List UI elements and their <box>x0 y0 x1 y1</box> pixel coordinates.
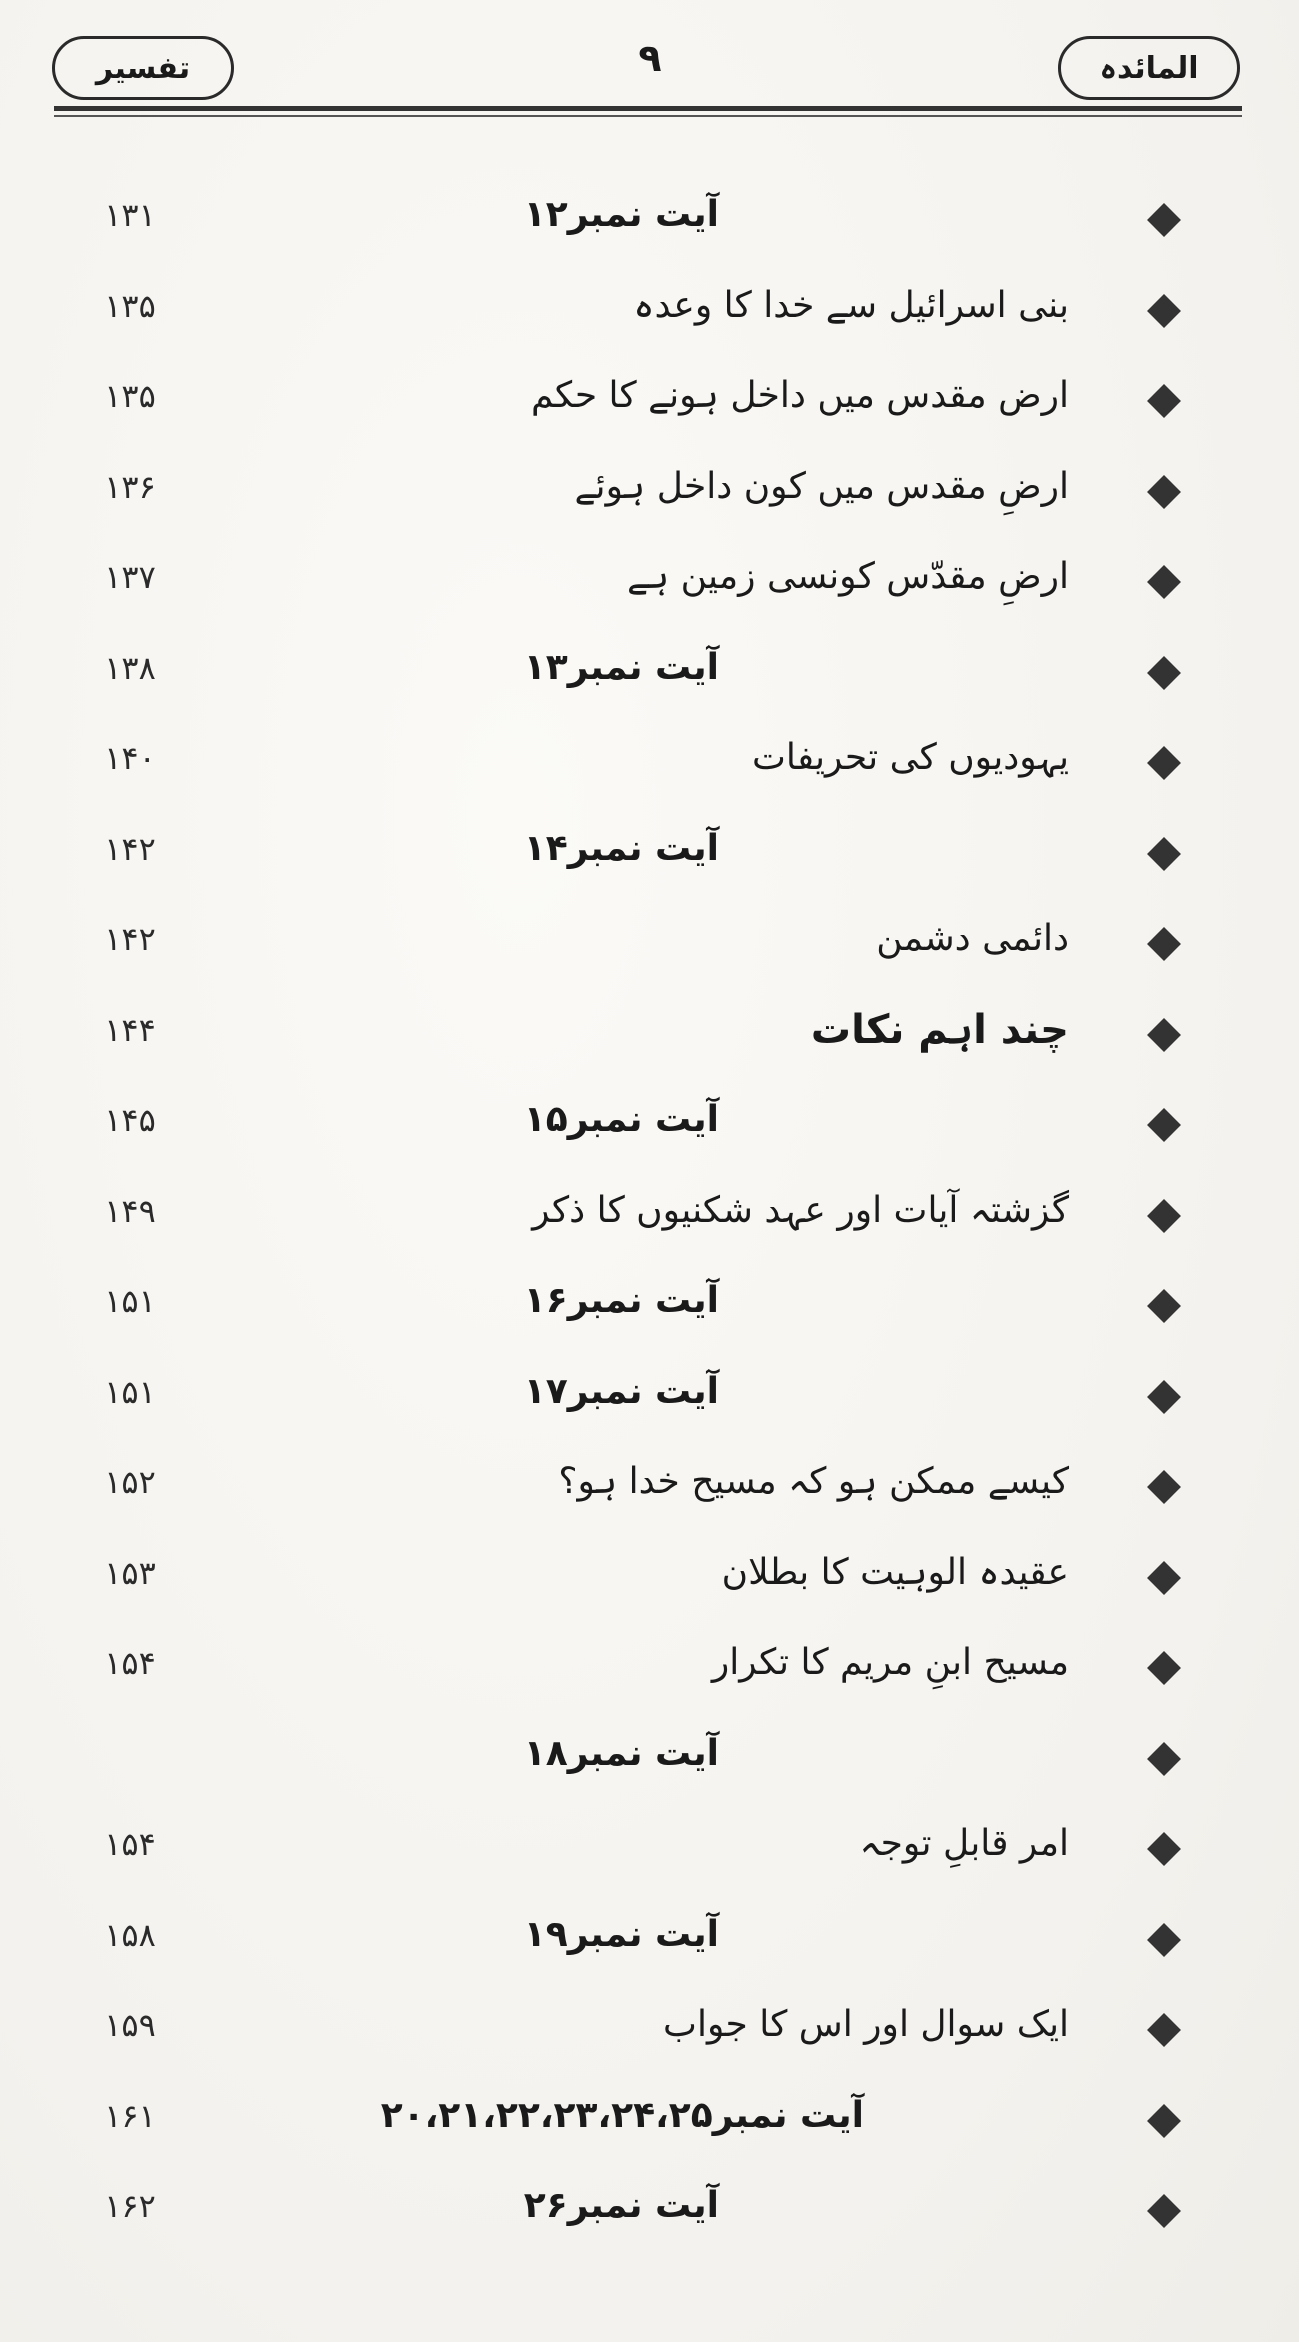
diamond-bullet-icon <box>1147 1470 1181 1504</box>
table-of-contents <box>0 170 1299 2252</box>
diamond-bullet-icon <box>1147 475 1181 509</box>
toc-row <box>0 351 1299 442</box>
toc-page-number: ۱۴۰ <box>104 739 156 777</box>
toc-entry-title: آیت نمبر۲۰،۲۱،۲۲،۲۳،۲۴،۲۵ <box>380 2094 864 2136</box>
diamond-bullet-icon <box>1147 746 1181 780</box>
toc-row <box>0 804 1299 895</box>
toc-page-number: ۱۴۵ <box>104 1101 156 1139</box>
toc-page-number: ۱۵۲ <box>104 1463 156 1501</box>
toc-entry-title: امر قابلِ توجہ <box>859 1823 1069 1864</box>
book-title-label: تفسیر <box>95 50 191 86</box>
toc-page-number: ۱۵۹ <box>104 2006 156 2044</box>
diamond-bullet-icon <box>1147 1923 1181 1957</box>
diamond-bullet-icon <box>1147 1289 1181 1323</box>
diamond-bullet-icon <box>1147 1018 1181 1052</box>
toc-page-number: ۱۵۴ <box>104 1825 156 1863</box>
toc-entry-title: ایک سوال اور اس کا جواب <box>663 2004 1069 2045</box>
toc-row <box>0 2071 1299 2162</box>
toc-entry-title: یہودیوں کی تحریفات <box>751 737 1069 778</box>
diamond-bullet-icon <box>1147 1651 1181 1685</box>
toc-page-number: ۱۵۸ <box>104 1915 156 1954</box>
toc-entry-title: آیت نمبر۱۴ <box>523 827 719 869</box>
toc-row <box>0 623 1299 714</box>
toc-row <box>0 442 1299 533</box>
toc-page-number: ۱۳۵ <box>104 377 156 415</box>
diamond-bullet-icon <box>1147 2194 1181 2228</box>
toc-row <box>0 1709 1299 1800</box>
toc-row <box>0 1618 1299 1709</box>
toc-entry-title: آیت نمبر۱۸ <box>523 1732 719 1774</box>
diamond-bullet-icon <box>1147 384 1181 418</box>
toc-page-number: ۱۳۸ <box>104 648 156 687</box>
header-rule-thin <box>54 115 1242 117</box>
toc-row <box>0 1528 1299 1619</box>
toc-entry-title: آیت نمبر۱۲ <box>523 194 719 235</box>
diamond-bullet-icon <box>1147 294 1181 328</box>
surah-name-label: المائدہ <box>1099 50 1199 86</box>
book-title-badge <box>52 36 234 100</box>
toc-row <box>0 1166 1299 1257</box>
toc-entry-title: ارض مقدس میں داخل ہونے کا حکم <box>530 375 1069 416</box>
toc-page-number: ۱۶۱ <box>104 2096 156 2135</box>
page-number: ۹ <box>638 36 662 80</box>
toc-entry-title: آیت نمبر۱۶ <box>523 1280 719 1321</box>
toc-entry-title: آیت نمبر۱۵ <box>523 1099 719 1140</box>
toc-page-number: ۱۵۳ <box>104 1553 156 1592</box>
toc-row <box>0 894 1299 985</box>
toc-row <box>0 713 1299 804</box>
diamond-bullet-icon <box>1147 1561 1181 1595</box>
toc-page-number: ۱۴۲ <box>104 829 156 868</box>
toc-page-number: ۱۵۱ <box>104 1372 156 1411</box>
toc-row <box>0 1075 1299 1166</box>
toc-entry-title: آیت نمبر۱۷ <box>523 1370 719 1412</box>
toc-row <box>0 1890 1299 1981</box>
toc-entry-title: آیت نمبر۱۹ <box>523 1913 719 1955</box>
toc-row <box>0 1256 1299 1347</box>
toc-entry-title: دائمی دشمن <box>876 918 1069 959</box>
diamond-bullet-icon <box>1147 2104 1181 2138</box>
diamond-bullet-icon <box>1147 2013 1181 2047</box>
surah-name-badge <box>1058 36 1240 100</box>
toc-row <box>0 1799 1299 1890</box>
diamond-bullet-icon <box>1147 927 1181 961</box>
diamond-bullet-icon <box>1147 565 1181 599</box>
toc-page-number: ۱۵۱ <box>104 1282 156 1320</box>
toc-page-number <box>80 1719 180 1789</box>
toc-page-number: ۱۵۴ <box>104 1644 156 1682</box>
diamond-bullet-icon <box>1147 1108 1181 1142</box>
toc-entry-title: مسیح ابنِ مریم کا تکرار <box>711 1642 1069 1683</box>
toc-page-number: ۱۳۷ <box>104 558 156 596</box>
toc-page-number: ۱۴۹ <box>104 1191 156 1230</box>
header-rule-thick <box>54 106 1242 111</box>
toc-row <box>0 261 1299 352</box>
toc-entry-title: گزشتہ آیات اور عہد شکنیوں کا ذکر <box>532 1189 1069 1231</box>
toc-entry-title: کیسے ممکن ہو کہ مسیح خدا ہو؟ <box>558 1461 1069 1502</box>
toc-row <box>0 170 1299 261</box>
toc-page-number: ۱۴۴ <box>104 1010 156 1049</box>
diamond-bullet-icon <box>1147 837 1181 871</box>
toc-page-number: ۱۳۱ <box>104 196 156 234</box>
toc-entry-title: چند اہم نکات <box>810 1006 1069 1053</box>
toc-page-number: ۱۳۵ <box>104 286 156 325</box>
toc-row <box>0 1980 1299 2071</box>
toc-entry-title: ارضِ مقدس میں کون داخل ہوئے <box>574 465 1069 507</box>
toc-page-number: ۱۶۲ <box>104 2187 156 2225</box>
diamond-bullet-icon <box>1147 1832 1181 1866</box>
diamond-bullet-icon <box>1147 1742 1181 1776</box>
toc-entry-title: عقیدہ الوہیت کا بطلان <box>721 1551 1069 1593</box>
toc-entry-title: ارضِ مقدّس کونسی زمین ہے <box>626 556 1069 597</box>
page-header <box>0 0 1299 130</box>
toc-row <box>0 2161 1299 2252</box>
toc-row <box>0 985 1299 1076</box>
toc-page-number: ۱۳۶ <box>104 467 156 506</box>
toc-row <box>0 1437 1299 1528</box>
toc-entry-title: بنی اسرائیل سے خدا کا وعدہ <box>633 284 1069 326</box>
toc-page-number: ۱۴۲ <box>104 920 156 958</box>
diamond-bullet-icon <box>1147 203 1181 237</box>
diamond-bullet-icon <box>1147 656 1181 690</box>
diamond-bullet-icon <box>1147 1380 1181 1414</box>
toc-entry-title: آیت نمبر۲۶ <box>523 2185 719 2226</box>
toc-row <box>0 532 1299 623</box>
toc-row <box>0 1347 1299 1438</box>
diamond-bullet-icon <box>1147 1199 1181 1233</box>
toc-entry-title: آیت نمبر۱۳ <box>523 646 719 688</box>
